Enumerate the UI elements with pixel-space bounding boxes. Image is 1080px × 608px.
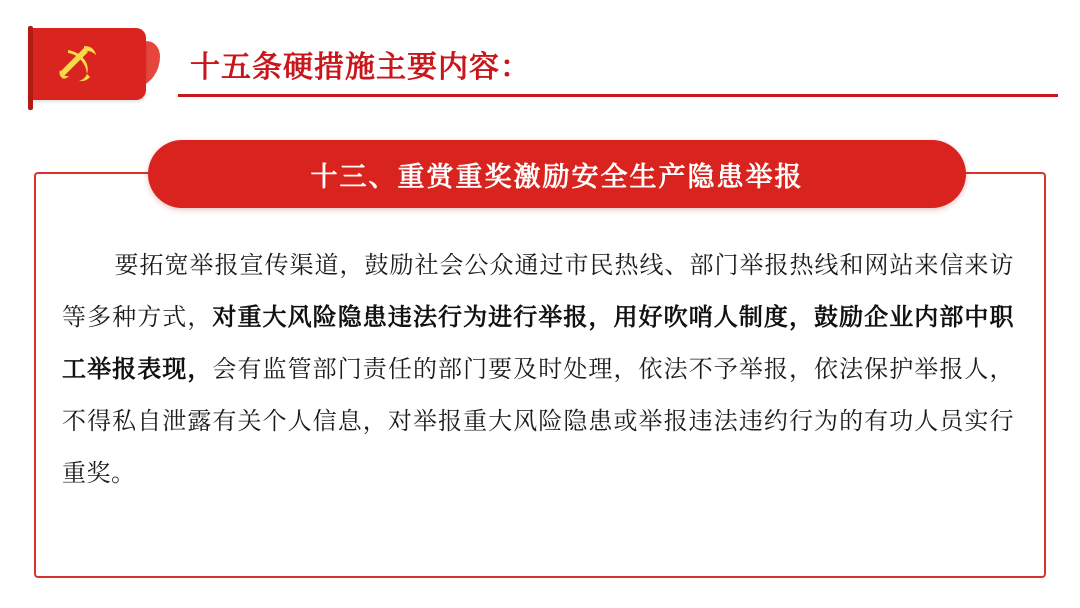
page-title: 十五条硬措施主要内容： bbox=[190, 51, 531, 84]
paragraph-segment-2-bold: 对重大风险隐患违法行为进行举报，用好吹哨人制度，鼓励企业内部中职工举报表现， bbox=[62, 304, 1014, 383]
section-banner bbox=[148, 140, 966, 208]
flag-pole-shape bbox=[28, 26, 33, 110]
section-banner-label: 十三、重赏重奖激励安全生产隐患举报 bbox=[310, 161, 804, 192]
page-header bbox=[28, 22, 1052, 102]
red-flag-icon bbox=[28, 28, 158, 106]
paragraph-segment-3: 会有监管部门责任的部门要及时处理，依法不予举报，依法保护举报人，不得私自泄露有关个人信息，对举报重大风险隐患或举报违法违约行为的有功人员实行重奖。 bbox=[62, 356, 1014, 487]
body-paragraph bbox=[62, 240, 1014, 500]
header-divider bbox=[178, 94, 1058, 97]
paragraph-segment-1: 要拓宽举报宣传渠道，鼓励社会公众通过市民热线、部门举报热线和网站来信来访等多种方式， bbox=[62, 252, 1014, 331]
ccp-hammer-sickle-emblem-icon bbox=[54, 42, 100, 86]
